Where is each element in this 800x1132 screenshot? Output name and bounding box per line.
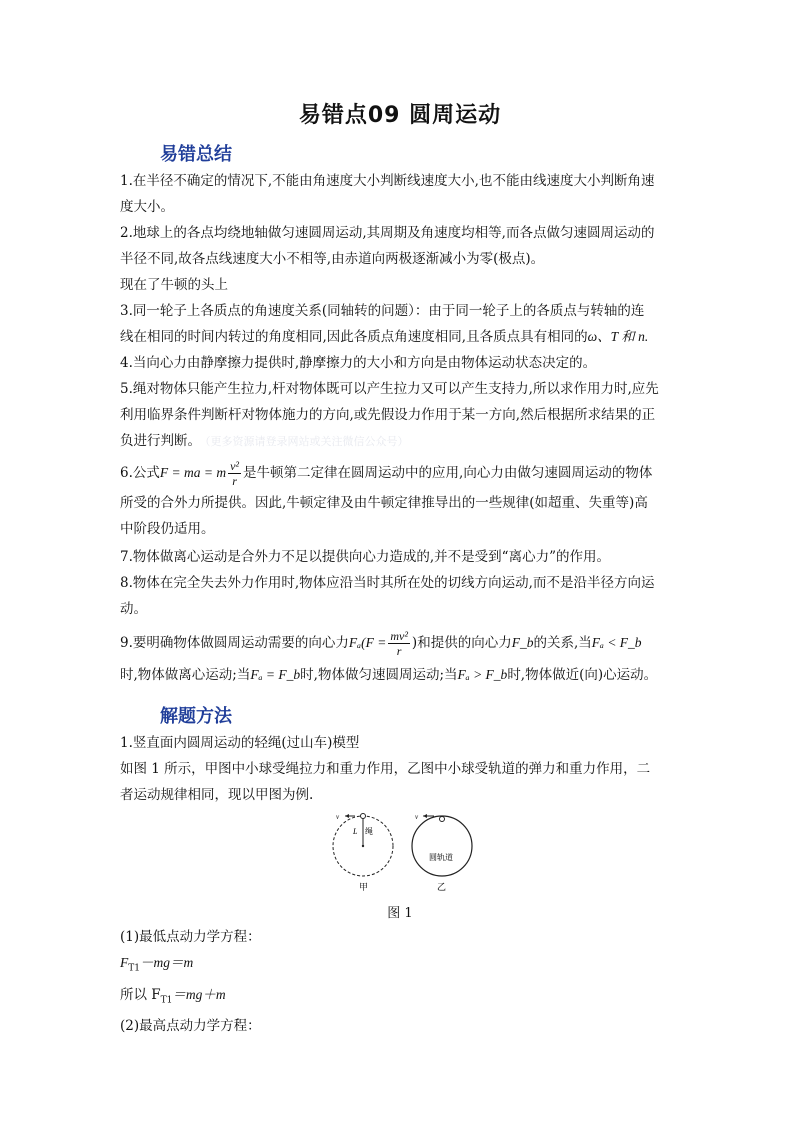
track-label: 圆轨道 [429, 853, 453, 862]
equations-block [120, 924, 690, 1039]
item6-formula: F = ma = m [159, 465, 227, 480]
methods-line: 如图 1 所示，甲图中小球受绳拉力和重力作用，乙图中小球受轨道的弹力和重力作用，二 [120, 761, 651, 777]
summary-line: 2.地球上的各点均绕地轴做匀速圆周运动,其周期及角速度均相等,而各点做匀速圆周运动的 [120, 225, 655, 241]
item9-compare: Fₐ < F_b [591, 635, 642, 650]
summary-line: 1.在半径不确定的情况下,不能由角速度大小判断线速度大小,也不能由线速度大小判断角速 [120, 173, 655, 189]
item9-text: 时,物体做近(向)心运动。 [507, 667, 658, 683]
ball-right [440, 817, 445, 822]
summary-line: 度大小。 [120, 199, 174, 215]
ball-left [361, 814, 366, 819]
summary-line: 线在相同的时间内转过的角度相同,因此各质点角速度相同,且各质点具有相同的 [120, 329, 588, 345]
fraction-denominator: r [232, 474, 237, 488]
item7-line: 7.物体做离心运动是合外力不足以提供向心力造成的,并不是受到“离心力”的作用。 [120, 549, 610, 565]
summary-line: 5.绳对物体只能产生拉力,杆对物体既可以产生拉力又可以产生支持力,所以求作用力时,应先 [120, 381, 659, 397]
item9-text: )和提供的向心力 [411, 635, 512, 651]
item9-Fa: Fₐ [348, 635, 362, 650]
summary-line: 利用临界条件判断杆对物体施力的方向,或先假设力作用于某一方向,然后根据所求结果的正 [120, 407, 656, 423]
item9-formula: (F = [361, 635, 387, 650]
summary-line: 半径不同,故各点线速度大小不相等,由赤道向两极逐渐减小为零(极点)。 [120, 251, 545, 267]
v-label-right: v [415, 813, 419, 821]
watermark-note: （更多资源请登录网站或关注微信公众号） [205, 435, 409, 448]
item6-text: 是牛顿第二定律在圆周运动中的应用,向心力由做匀速圆周运动的物体 [243, 465, 653, 481]
equation-heading: (1)最低点动力学方程： [120, 929, 261, 945]
circular-motion-diagram [325, 810, 485, 900]
caption-yi: 乙 [437, 883, 447, 893]
omega-symbols: ω、T 和 n. [587, 329, 649, 344]
item9-fraction [388, 629, 410, 658]
equation-rest: －mg＝m [139, 955, 194, 970]
v-label-left: v [336, 813, 340, 821]
summary-list [120, 168, 690, 455]
fraction-numerator: mv² [390, 629, 408, 643]
section-heading-summary: 易错总结 [160, 144, 232, 165]
methods-list [120, 730, 690, 808]
figure-1 [325, 810, 485, 900]
equation-prefix: 所以 F [120, 986, 161, 1003]
equation-line [120, 950, 690, 982]
item6-line: 所受的合外力所提供。因此,牛顿定律及由牛顿定律推导出的一些规律(如超重、失重等)高 [120, 495, 648, 511]
summary-line-with-note [120, 428, 690, 455]
item9-text: 时,物体做离心运动;当 [120, 667, 251, 683]
item-7-8 [120, 544, 690, 622]
item9-compare: Fₐ > F_b [457, 667, 508, 682]
L-label: L [353, 827, 358, 836]
summary-line: 现在了牛顿的头上 [120, 277, 228, 293]
item-6 [120, 456, 690, 542]
track-circle [412, 816, 472, 876]
arrowhead-left [345, 814, 349, 818]
item9-line [120, 624, 690, 662]
equation-line [120, 982, 690, 1014]
item6-fraction [228, 459, 241, 488]
page-title: 易错点09 圆周运动 [298, 103, 502, 128]
fraction-numerator: v² [230, 459, 240, 473]
force-subscript: T1 [128, 963, 140, 974]
force-symbol: F [120, 955, 129, 970]
item6-prefix: 6.公式 [120, 465, 160, 481]
section-heading-methods: 解题方法 [160, 706, 232, 727]
fraction-denominator: r [396, 644, 402, 658]
item9-line [120, 662, 690, 688]
item9-text: 时,物体做匀速圆周运动;当 [300, 667, 458, 683]
equation-rest: ＝mg＋m [172, 986, 226, 1002]
item6-formula-line [120, 456, 690, 490]
item-9 [120, 624, 690, 688]
item8-line: 8.物体在完全失去外力作用时,物体应沿当时其所在处的切线方向运动,而不是沿半径方向运 [120, 575, 655, 591]
caption-jia: 甲 [359, 883, 369, 893]
item6-line: 中阶段仍适用。 [120, 521, 215, 537]
item9-Fb: F_b [511, 635, 534, 650]
item9-compare: Fₐ = F_b [250, 667, 301, 682]
summary-line-with-symbols [120, 324, 690, 350]
rope-label: 绳 [365, 827, 373, 836]
item9-text: 的关系,当 [533, 635, 592, 651]
item9-text: 9.要明确物体做圆周运动需要的向心力 [120, 635, 349, 651]
equation-heading: (2)最高点动力学方程： [120, 1018, 261, 1035]
summary-line: 3.同一轮子上各质点的角速度关系(同轴转的问题）：由于同一轮子上的各质点与转轴的连 [120, 303, 645, 319]
item8-line: 动。 [120, 601, 147, 617]
figure-caption: 图 1 [387, 906, 413, 921]
pivot-point [362, 845, 364, 847]
summary-line: 负进行判断。 [120, 433, 201, 449]
methods-line: 1.竖直面内圆周运动的轻绳(过山车)模型 [120, 735, 360, 751]
arrowhead-right [423, 814, 427, 818]
methods-line: 者运动规律相同，现以甲图为例. [120, 787, 314, 803]
force-subscript: T1 [160, 995, 173, 1006]
summary-line: 4.当向心力由静摩擦力提供时,静摩擦力的大小和方向是由物体运动状态决定的。 [120, 355, 597, 371]
